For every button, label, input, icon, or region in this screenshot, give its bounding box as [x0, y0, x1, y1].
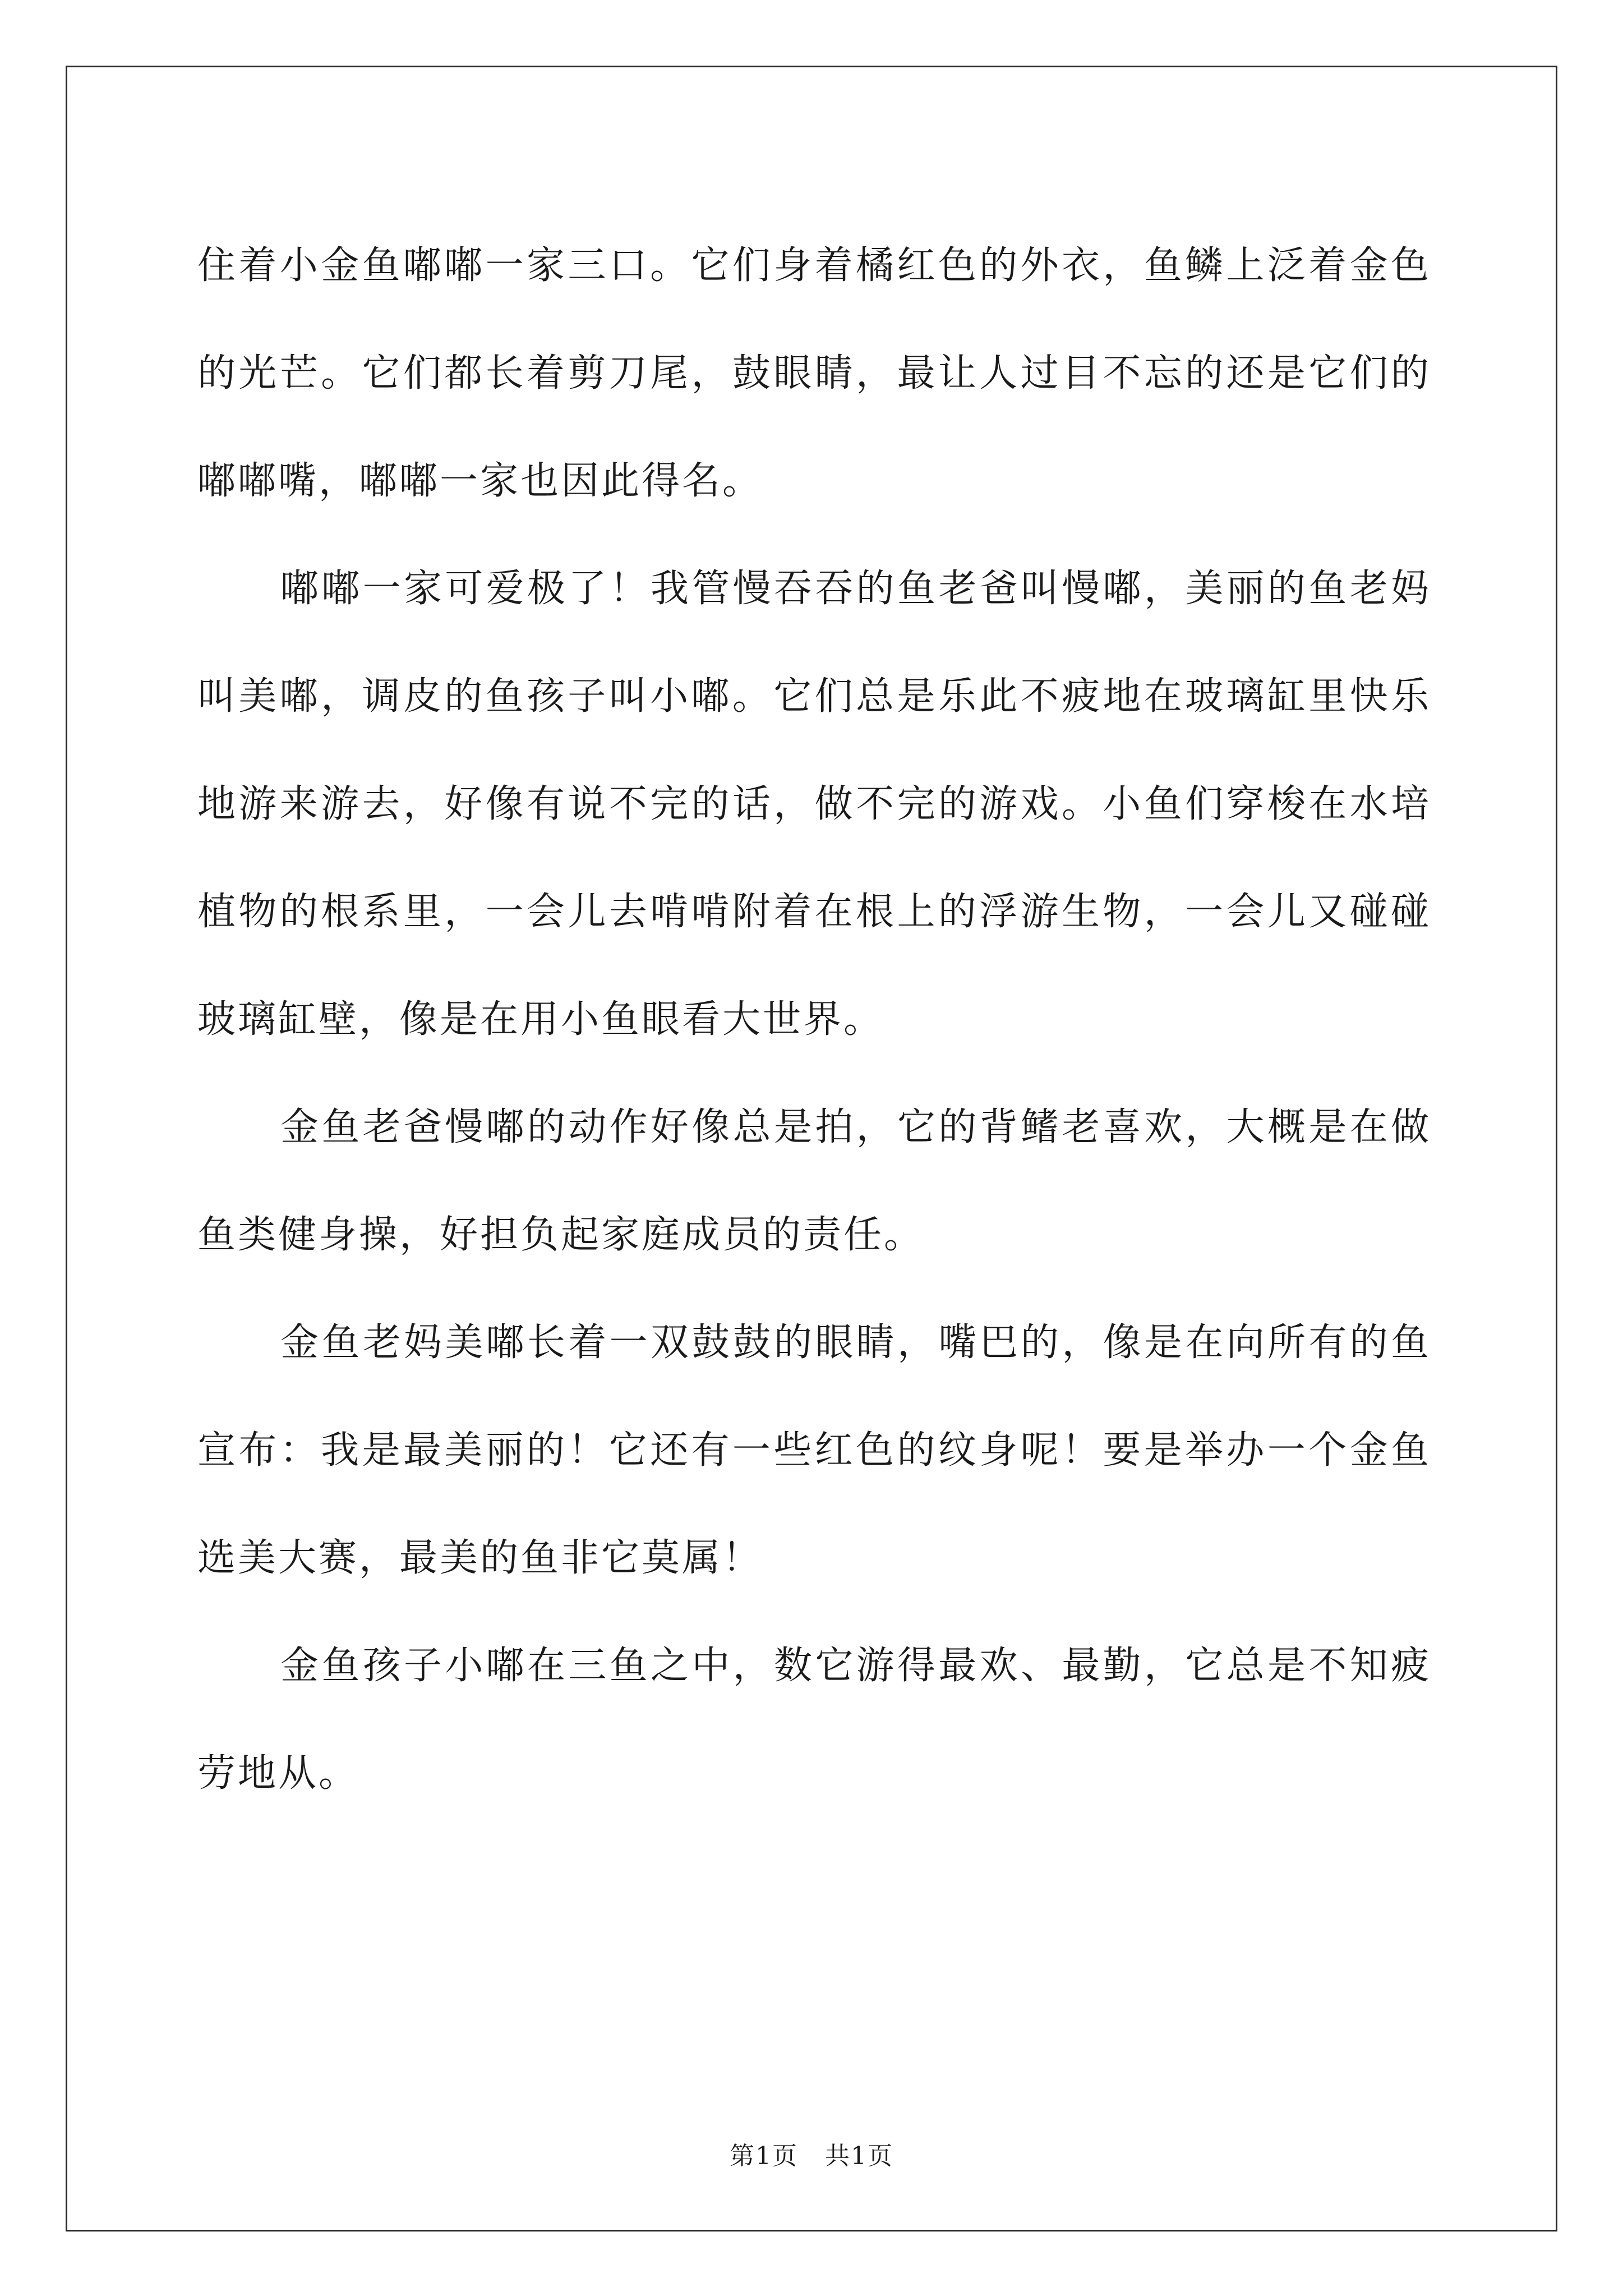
paragraph-4: 金鱼老妈美嘟长着一双鼓鼓的眼睛，嘴巴的，像是在向所有的鱼宣布：我是最美丽的！它还有一些红色的纹身呢！要是举办一个金鱼选美大赛，最美的鱼非它莫属！: [197, 1320, 1431, 1580]
paragraph-3: 金鱼老爸慢嘟的动作好像总是拍，它的背鳍老喜欢，大概是在做鱼类健身操，好担负起家庭成员的责任。: [197, 1105, 1431, 1257]
page-number-footer: 第1页 共1页: [730, 2142, 893, 2170]
paragraph-2: 嘟嘟一家可爱极了！我管慢吞吞的鱼老爸叫慢嘟，美丽的鱼老妈叫美嘟，调皮的鱼孩子叫小嘟。它们总是乐此不疲地在玻璃缸里快乐地游来游去，好像有说不完的话，做不完的游戏。小鱼们穿梭在水培植物的根系里，一会儿去啃啃附着在根上的浮游生物，一会儿又碰碰玻璃缸壁，像是在用小鱼眼看大世界。: [197, 567, 1431, 1042]
document-body: [197, 212, 1431, 1828]
paragraph-1: 住着小金鱼嘟嘟一家三口。它们身着橘红色的外衣，鱼鳞上泛着金色的光芒。它们都长着剪刀尾，鼓眼睛，最让人过目不忘的还是它们的嘟嘟嘴，嘟嘟一家也因此得名。: [197, 243, 1431, 503]
paragraph-5: 金鱼孩子小嘟在三鱼之中，数它游得最欢、最勤，它总是不知疲劳地从。: [197, 1644, 1431, 1796]
